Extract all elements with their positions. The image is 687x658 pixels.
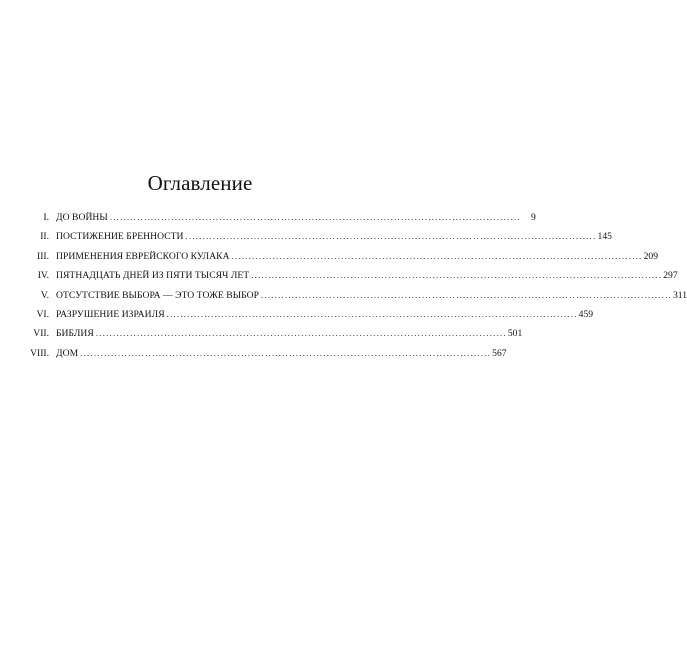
toc-leader-dots: ........................................................................................................................: [109, 212, 521, 222]
toc-entry: [30, 250, 658, 269]
toc-entry: [30, 211, 536, 230]
toc-entry: [30, 269, 678, 288]
toc-entry-title: РАЗРУШЕНИЕ ИЗРАИЛЯ: [56, 308, 165, 320]
toc-entry-title: БИБЛИЯ: [56, 328, 94, 340]
toc-entry-number: IV.: [37, 270, 49, 282]
toc-leader-dots: ........................................................................................................................: [231, 250, 643, 261]
toc-entry-title: ДО ВОЙНЫ: [56, 212, 108, 223]
toc-entry-page: 145: [597, 231, 612, 243]
toc-entry-title: ПРИМЕНЕНИЯ ЕВРЕЙСКОГО КУЛАКА: [56, 250, 230, 262]
toc-leader-dots: ........................................................................................................................: [95, 328, 507, 339]
toc-leader-dots: ........................................................................................................................: [80, 347, 492, 358]
toc-entry: [30, 347, 507, 366]
toc-entry-page: 501: [507, 328, 523, 340]
toc-entry-number: VIII.: [30, 347, 49, 359]
toc-leader-dots: ........................................................................................................................: [166, 308, 578, 319]
toc-entry: [30, 308, 594, 327]
toc-entry-page: 297: [663, 270, 678, 282]
toc-entry-page: 9: [531, 212, 536, 223]
toc-entry-page: 459: [578, 308, 594, 320]
toc-entry-number: I.: [43, 212, 49, 223]
toc-entry: [30, 327, 523, 346]
toc-title: Оглавление: [147, 171, 253, 195]
toc-entry: [30, 230, 612, 249]
toc-entry-page: 311: [672, 289, 687, 301]
toc-leader-dots: ........................................................................................................................: [185, 231, 597, 242]
toc-entry-title: ОТСУТСТВИЕ ВЫБОРА — ЭТО ТОЖЕ ВЫБОР: [56, 289, 259, 301]
toc-entry-page: 209: [643, 250, 658, 262]
toc-entry: [30, 289, 687, 308]
table-of-contents: [30, 211, 687, 366]
toc-entry-number: II.: [40, 231, 49, 243]
toc-entry-number: III.: [37, 250, 49, 262]
toc-entry-title: ДОМ: [56, 347, 79, 359]
toc-entry-number: V.: [40, 289, 49, 301]
toc-entry-title: ПЯТНАДЦАТЬ ДНЕЙ ИЗ ПЯТИ ТЫСЯЧ ЛЕТ: [56, 270, 250, 282]
toc-entry-number: VII.: [33, 328, 49, 340]
toc-entry-title: ПОСТИЖЕНИЕ БРЕННОСТИ: [56, 231, 184, 243]
toc-entry-page: 567: [492, 347, 507, 359]
toc-entry-number: VI.: [36, 308, 49, 320]
toc-leader-dots: ........................................................................................................................: [260, 289, 672, 300]
toc-leader-dots: ........................................................................................................................: [251, 270, 663, 281]
